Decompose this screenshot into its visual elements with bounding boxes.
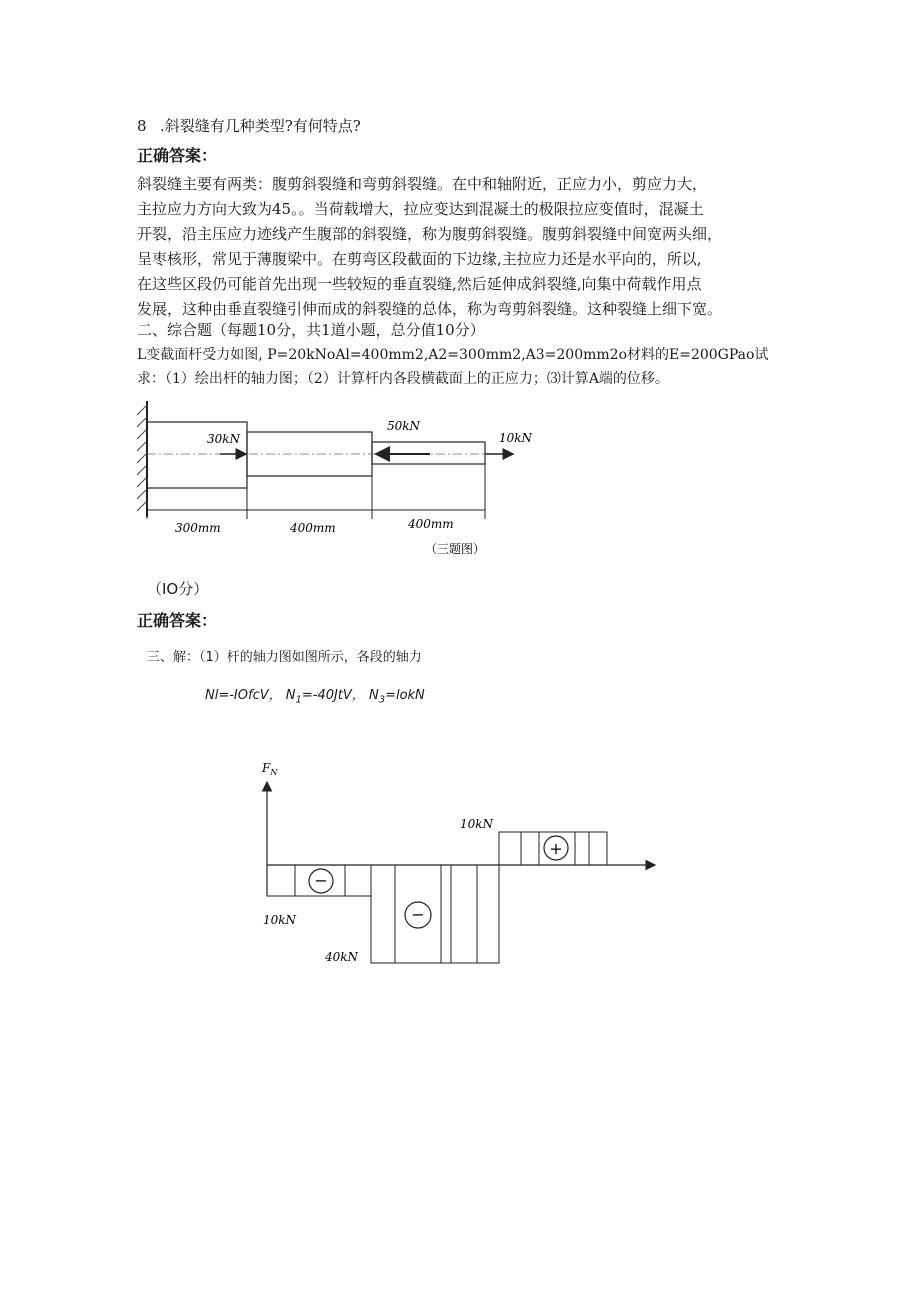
length-label-3: 400mm <box>408 517 454 531</box>
section-heading: 二、综合题（每题10分，共1道小题，总分值10分） <box>137 321 485 339</box>
force-n3-symbol: N <box>368 688 379 703</box>
force-n3-sub: 3 <box>378 694 386 706</box>
dimension-lines <box>147 464 485 519</box>
question-text: .斜裂缝有几种类型?有何特点? <box>160 117 361 135</box>
hatch-lines-2 <box>395 865 477 963</box>
solution-line: 三、解：（1）杆的轴力图如图所示，各段的轴力 <box>147 650 422 665</box>
answer-line: 发展，这种由垂直裂缝引伸而成的斜裂缝的总体，称为弯剪斜裂缝。这种裂缝上细下宽。 <box>137 300 723 318</box>
force-n1: Nl=-IOfcV， <box>205 688 282 703</box>
negative-sign-text: − <box>411 905 425 924</box>
question-number: 8 <box>137 117 147 135</box>
problem-line: 求：（1）绘出杆的轴力图；（2）计算杆内各段横截面上的正应力；⑶计算A端的位移。 <box>137 371 669 387</box>
answer-line: 斜裂缝主要有两类：腹剪斜裂缝和弯剪斜裂缝。在中和轴附近，正应力小，剪应力大， <box>137 175 708 193</box>
load-label-3: 10kN <box>499 431 533 445</box>
force-n2-symbol: N <box>285 688 296 703</box>
label-10kN-top: 10kN <box>460 817 494 831</box>
load-label-2: 50kN <box>387 419 421 433</box>
score-note: （IO分） <box>147 580 209 598</box>
axial-force-values <box>205 686 425 711</box>
problem-line: L变截面杆受力如图, P=20kNoAl=400mm2,A2=300mm2,A3=200mm2o材料的E=200GPao试 <box>137 347 769 363</box>
wall-hatching <box>137 405 147 511</box>
axis-label: $F_N$ <box>262 761 278 777</box>
stepped-bar-figure <box>125 395 545 560</box>
answer-paragraph <box>137 172 797 322</box>
positive-sign-text: + <box>549 839 563 858</box>
answer-line: 开裂，沿主压应力迹线产生腹部的斜裂缝，称为腹剪斜裂缝。腹剪斜裂缝中间宽两头细， <box>137 225 723 243</box>
answer-line: 在这些区段仍可能首先出现一些较短的垂直裂缝,然后延伸成斜裂缝,向集中荷载作用点 <box>137 275 702 293</box>
length-label-2: 400mm <box>290 521 336 535</box>
force-n2-value: =-40JtV， <box>301 688 365 703</box>
force-n3-value: =lokN <box>385 688 425 703</box>
answer-heading-2: 正确答案： <box>137 611 218 630</box>
length-label-1: 300mm <box>175 521 221 535</box>
axial-force-diagram <box>245 750 675 975</box>
label-40kN: 40kN <box>325 950 359 964</box>
force-n2-sub: 1 <box>295 694 302 706</box>
answer-line: 呈枣核形，常见于薄腹梁中。在剪弯区段截面的下边缘,主拉应力还是水平向的，所以, <box>137 250 702 268</box>
answer-line: 主拉应力方向大致为45。。当荷载增大，拉应变达到混凝土的极限拉应变值时，混凝土 <box>137 200 704 218</box>
negative-sign-text: − <box>314 871 328 890</box>
figure-caption: （三题图） <box>425 542 486 556</box>
answer-heading: 正确答案： <box>137 146 218 165</box>
force-block-2 <box>371 865 499 963</box>
label-10kN-mid: 10kN <box>263 913 297 927</box>
load-label-1: 30kN <box>207 432 241 446</box>
